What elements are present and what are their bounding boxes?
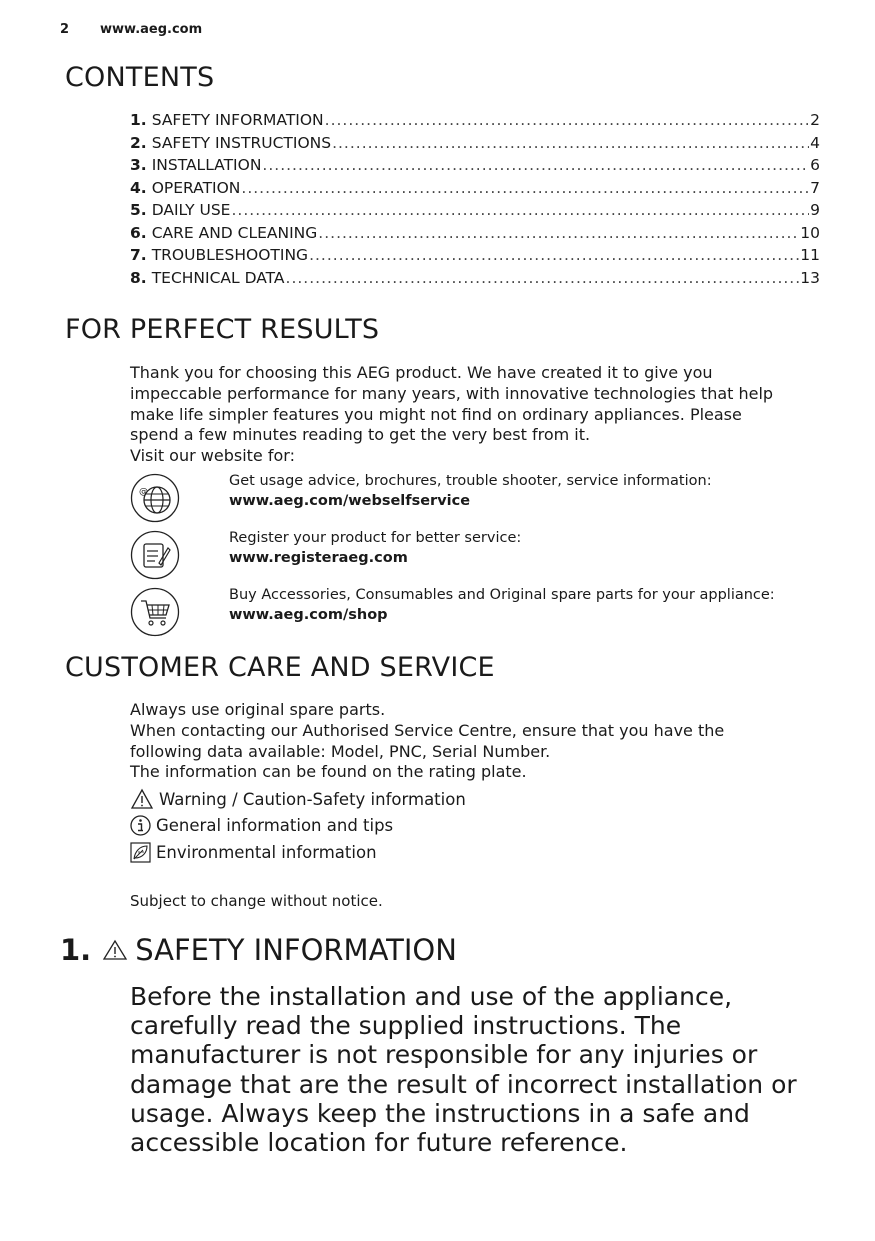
customer-care-text [130, 700, 830, 783]
section-number: 1. [60, 933, 92, 967]
intro-line: impeccable performance for many years, with innovative technologies that help [130, 383, 774, 403]
website-item-register [130, 530, 830, 582]
toc-item[interactable] [130, 224, 820, 247]
toc-leader [309, 246, 799, 264]
toc-label: CARE AND CLEANING [151, 223, 318, 242]
care-line: The information can be found on the rating plate. [130, 762, 527, 782]
toc-page: 6 [810, 156, 820, 174]
perfect-results-title: FOR PERFECT RESULTS [65, 314, 380, 345]
toc-item[interactable] [130, 111, 820, 134]
legend-label: General information and tips [156, 816, 394, 835]
toc-item[interactable] [130, 201, 820, 224]
register-icon [130, 530, 180, 580]
toc-number: 1. [130, 111, 147, 129]
customer-care-title: CUSTOMER CARE AND SERVICE [65, 652, 495, 683]
toc-number: 4. [130, 178, 147, 197]
toc-page: 7 [810, 178, 820, 197]
toc-leader [241, 179, 809, 197]
safety-intro [130, 982, 830, 1157]
leaf-icon [130, 842, 151, 863]
safety-line: carefully read the supplied instructions. The [130, 1011, 682, 1041]
page-header [60, 22, 202, 37]
toc-leader [231, 201, 809, 219]
toc-number: 7. [130, 246, 147, 264]
toc-label: TECHNICAL DATA [151, 268, 285, 287]
toc-page: 11 [800, 246, 820, 264]
toc-label: DAILY USE [151, 201, 231, 219]
care-line: following data available: Model, PNC, Serial Number. [130, 741, 551, 761]
toc-page: 2 [810, 111, 820, 129]
register-link[interactable]: www.registeraeg.com [229, 550, 408, 566]
section-title: SAFETY INFORMATION [135, 933, 457, 967]
header-website[interactable]: www.aeg.com [100, 22, 203, 37]
website-item-text: Get usage advice, brochures, trouble shooter, service information: [229, 473, 712, 489]
safety-line: manufacturer is not responsible for any injuries or [130, 1040, 758, 1070]
safety-line: accessible location for future reference. [130, 1128, 628, 1158]
svg-text:@: @ [139, 487, 148, 497]
toc-leader [332, 134, 809, 152]
toc-leader [262, 156, 809, 174]
legend-label: Environmental information [156, 843, 377, 862]
intro-line: Visit our website for: [130, 446, 295, 466]
toc-number: 5. [130, 201, 147, 219]
contents-title: CONTENTS [65, 62, 215, 93]
legend-warning [130, 788, 466, 810]
safety-line: damage that are the result of incorrect installation or [130, 1069, 797, 1099]
website-item-webselfservice [130, 473, 830, 525]
care-line: When contacting our Authorised Service Centre, ensure that you have the [130, 720, 725, 740]
website-item-text: Buy Accessories, Consumables and Original spare parts for your appliance: [229, 587, 775, 603]
toc-number: 6. [130, 223, 147, 242]
toc-number: 8. [130, 268, 147, 287]
toc-page: 10 [800, 223, 820, 242]
toc-leader [318, 224, 799, 242]
safety-information-heading [60, 933, 457, 967]
toc-leader [286, 269, 800, 287]
toc-item[interactable] [130, 134, 820, 157]
toc-label: OPERATION [151, 178, 241, 197]
website-item-shop [130, 587, 830, 639]
care-line: Always use original spare parts. [130, 700, 386, 719]
legend-info [130, 815, 393, 836]
intro-line: spend a few minutes reading to get the very best from it. [130, 425, 591, 445]
table-of-contents [130, 111, 820, 291]
legend-environment [130, 842, 377, 863]
toc-label: SAFETY INFORMATION [151, 111, 324, 129]
change-notice: Subject to change without notice. [130, 892, 383, 910]
safety-line: usage. Always keep the instructions in a safe and [130, 1098, 750, 1128]
perfect-results-intro [130, 363, 830, 467]
warning-icon [101, 938, 129, 962]
toc-number: 3. [130, 156, 147, 174]
toc-leader [325, 111, 809, 129]
toc-label: SAFETY INSTRUCTIONS [151, 133, 332, 152]
toc-label: TROUBLESHOOTING [151, 246, 309, 264]
intro-line: make life simpler features you might not find on ordinary appliances. Please [130, 404, 742, 424]
toc-number: 2. [130, 133, 147, 152]
legend-label: Warning / Caution-Safety information [159, 789, 466, 809]
warning-icon [130, 788, 154, 810]
toc-item[interactable] [130, 156, 820, 179]
page-number: 2 [60, 22, 70, 37]
info-icon [130, 815, 151, 836]
toc-item[interactable] [130, 269, 820, 292]
toc-item[interactable] [130, 179, 820, 202]
safety-line: Before the installation and use of the appliance, [130, 982, 733, 1011]
intro-line: Thank you for choosing this AEG product. We have created it to give you [130, 363, 713, 382]
cart-icon [130, 587, 180, 637]
toc-page: 9 [810, 201, 820, 219]
toc-page: 4 [810, 133, 820, 152]
website-item-text: Register your product for better service: [229, 530, 522, 546]
toc-item[interactable] [130, 246, 820, 269]
globe-icon [130, 473, 180, 523]
toc-page: 13 [800, 268, 820, 287]
shop-link[interactable]: www.aeg.com/shop [229, 607, 388, 623]
webselfservice-link[interactable]: www.aeg.com/webselfservice [229, 493, 471, 509]
toc-label: INSTALLATION [151, 156, 262, 174]
